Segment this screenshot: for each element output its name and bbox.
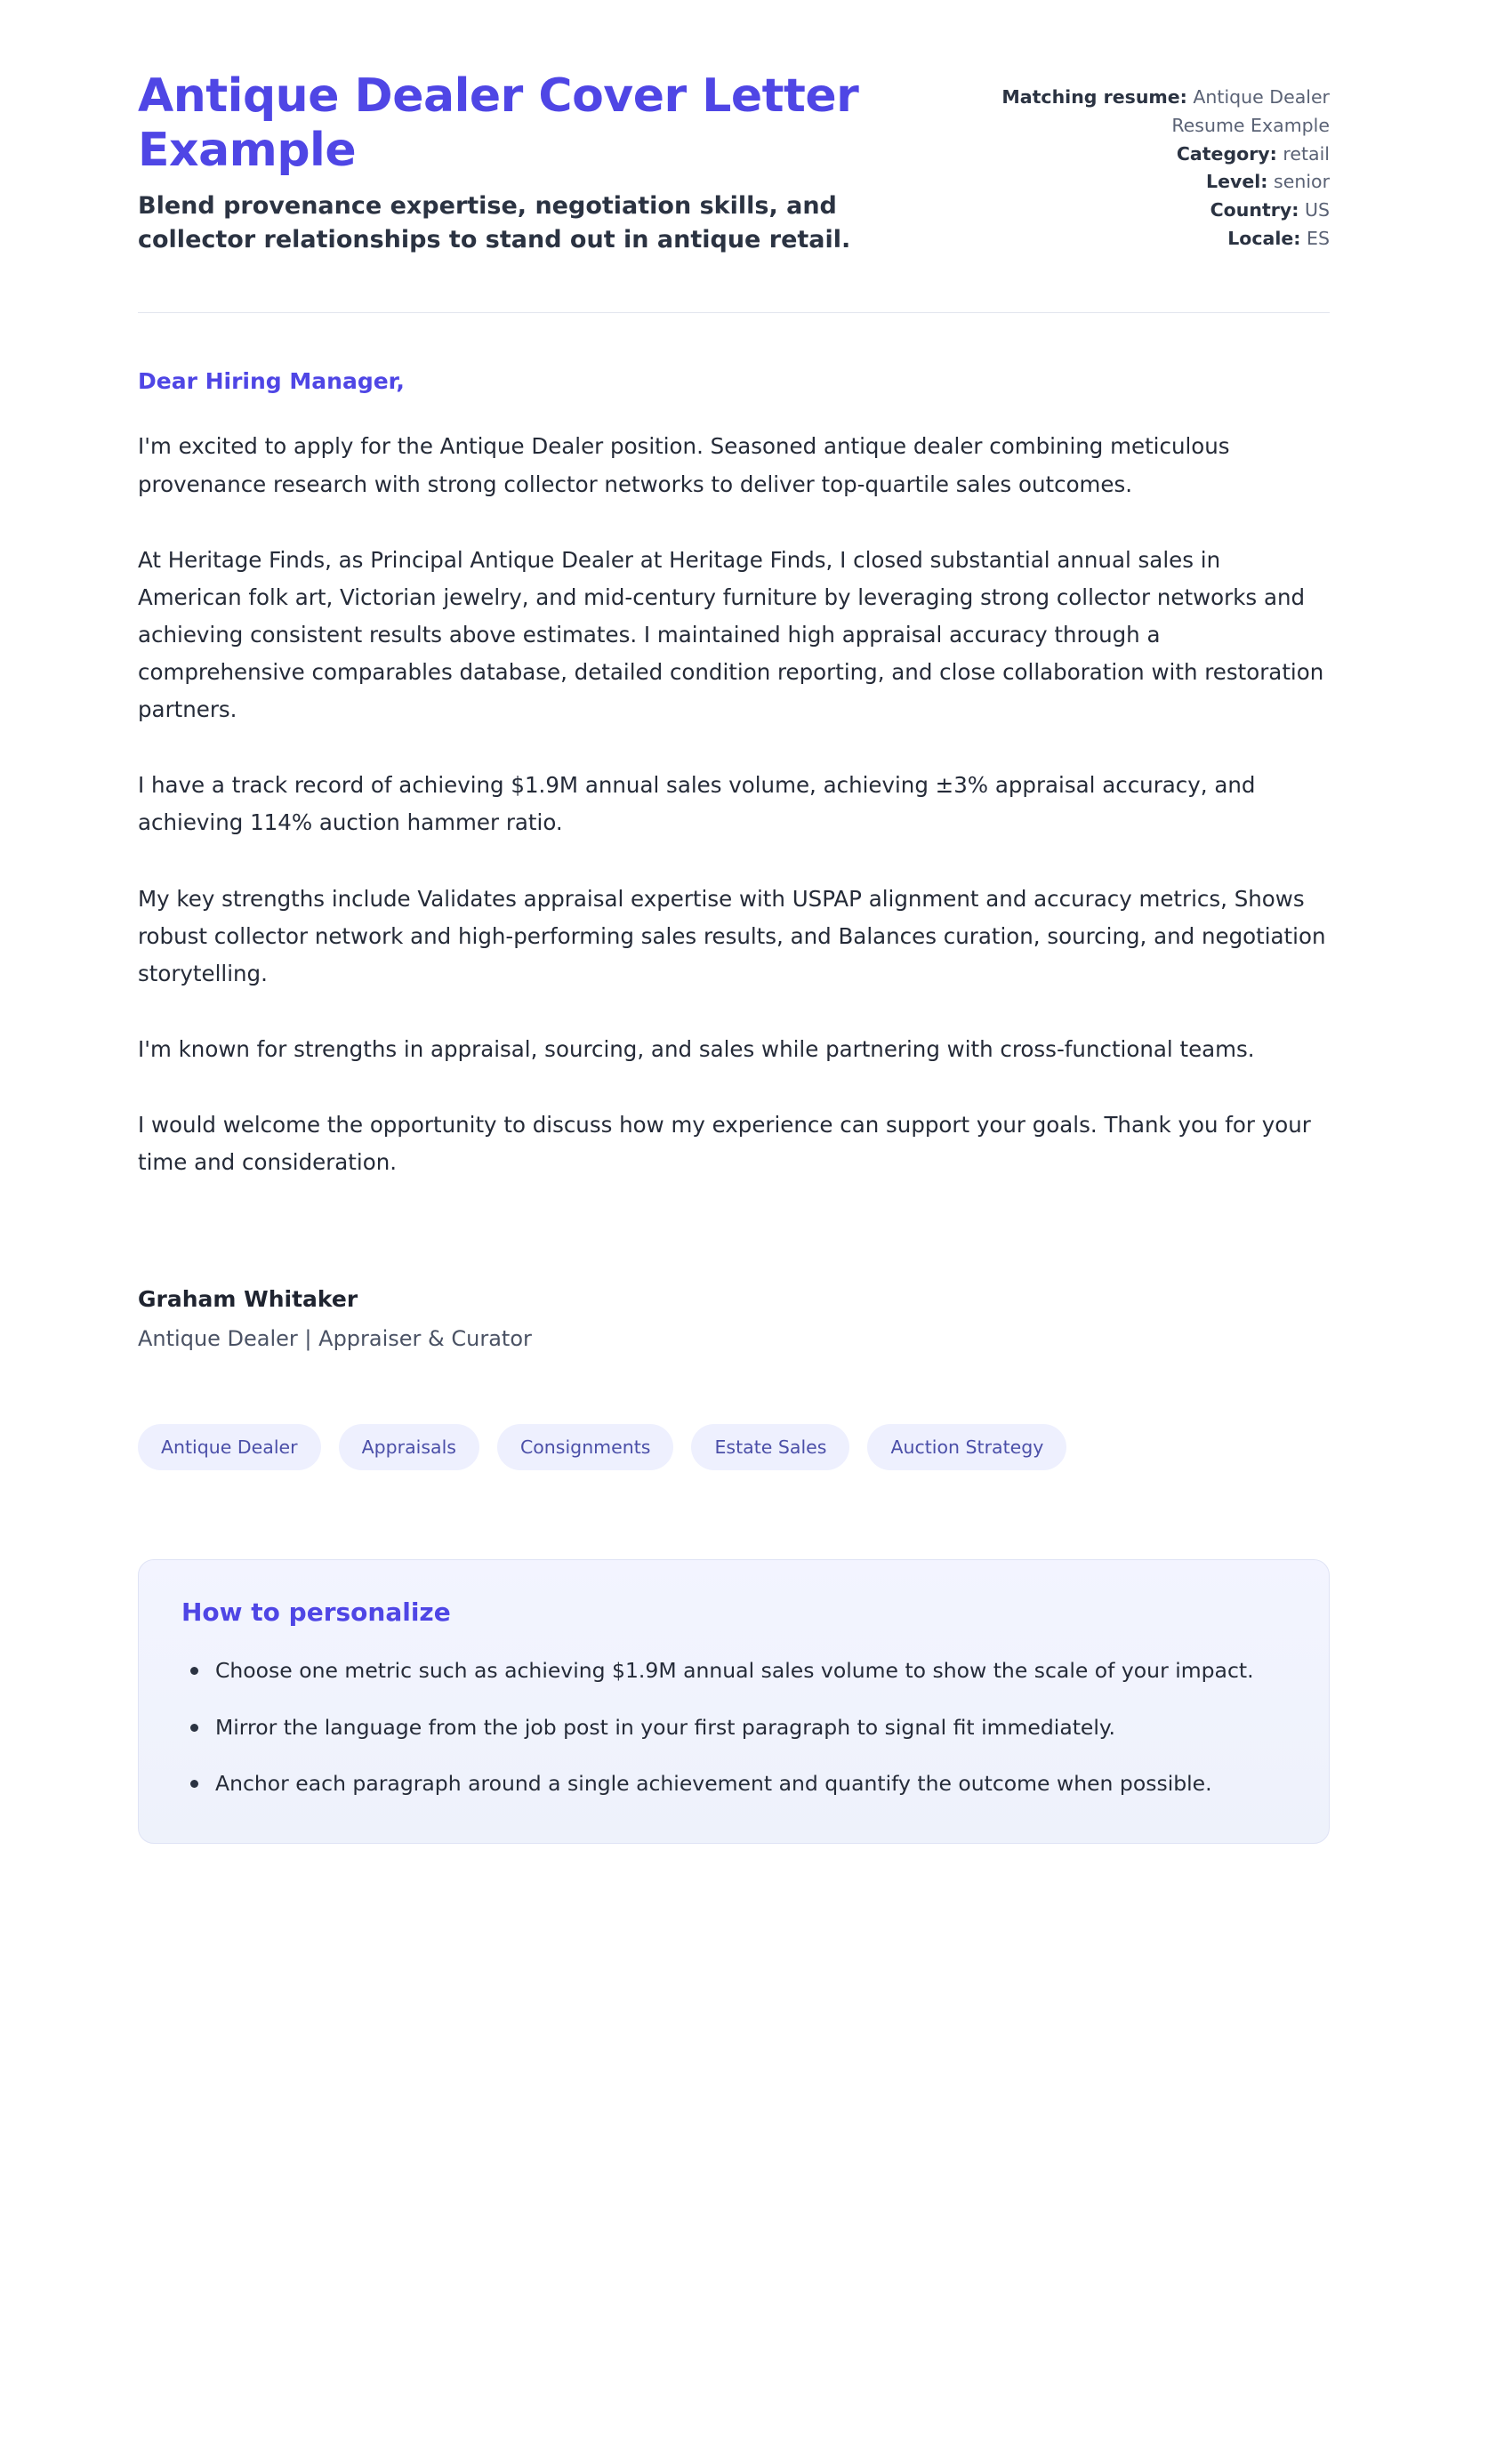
meta-matching-resume-label: Matching resume: [1001,86,1187,108]
meta-matching-resume-value: Antique Dealer Resume Example [1171,86,1330,136]
tip-item: Mirror the language from the job post in your first paragraph to signal fit immediately. [212,1710,1286,1745]
meta-locale-value: ES [1307,227,1330,249]
tag-chip[interactable]: Antique Dealer [138,1424,321,1470]
tag-list [138,1424,1330,1470]
meta-country-value: US [1304,199,1330,221]
tip-item: Choose one metric such as achieving $1.9M annual sales volume to show the scale of your impact. [212,1653,1286,1688]
signature-block [138,1286,1330,1351]
page-subtitle: Blend provenance expertise, negotiation skills, and collector relationships to stand out in antique retail. [138,191,851,254]
meta-category [937,141,1330,169]
tag-chip[interactable]: Auction Strategy [867,1424,1066,1470]
header-title-block [138,69,901,257]
personalize-callout [138,1559,1330,1843]
letter-salutation: Dear Hiring Manager, [138,368,405,395]
callout-title: How to personalize [181,1597,451,1628]
meta-level [937,168,1330,197]
document-header [138,69,1330,257]
tips-list [181,1653,1286,1801]
document-metadata [937,69,1330,253]
letter-paragraph: I have a track record of achieving $1.9M annual sales volume, achieving ±3% appraisal accuracy, and achieving 114% auction hammer ratio. [138,772,1256,836]
meta-country-label: Country: [1210,199,1299,221]
letter-body [138,313,1330,1351]
letter-paragraph: My key strengths include Validates appraisal expertise with USPAP alignment and accuracy metrics, Shows robust collector network and high-performing sales results, and Balances curation, sourcing, and negotiation storytelling. [138,885,1326,986]
tag-chip[interactable]: Appraisals [339,1424,479,1470]
tip-item: Anchor each paragraph around a single achievement and quantify the outcome when possible. [212,1766,1286,1801]
letter-paragraph: I'm excited to apply for the Antique Dealer position. Seasoned antique dealer combining meticulous provenance research with strong collector networks to deliver top-quartile sales outcomes. [138,433,1230,497]
meta-level-label: Level: [1206,171,1268,193]
meta-category-label: Category: [1176,142,1277,165]
tag-chip[interactable]: Consignments [497,1424,674,1470]
meta-matching-resume [937,84,1330,141]
letter-paragraph: At Heritage Finds, as Principal Antique Dealer at Heritage Finds, I closed substantial annual sales in American folk art, Victorian jewelry, and mid-century furniture by leveraging strong collector networks and achieving consistent results above estimates. I maintained high appraisal accuracy through a comprehensive comparables database, detailed condition reporting, and close collaboration with restoration partners. [138,546,1324,723]
letter-paragraph: I'm known for strengths in appraisal, sourcing, and sales while partnering with cross-functional teams. [138,1035,1255,1062]
meta-level-value: senior [1274,171,1330,193]
meta-category-value: retail [1283,142,1330,165]
signature-role: Antique Dealer | Appraiser & Curator [138,1326,532,1352]
meta-locale [937,225,1330,253]
meta-locale-label: Locale: [1227,227,1301,249]
page-title: Antique Dealer Cover Letter Example [138,69,859,178]
signature-name: Graham Whitaker [138,1286,358,1313]
meta-country [937,197,1330,225]
letter-paragraph: I would welcome the opportunity to discuss how my experience can support your goals. Thank you for your time and consideration. [138,1112,1311,1176]
tag-chip[interactable]: Estate Sales [691,1424,849,1470]
